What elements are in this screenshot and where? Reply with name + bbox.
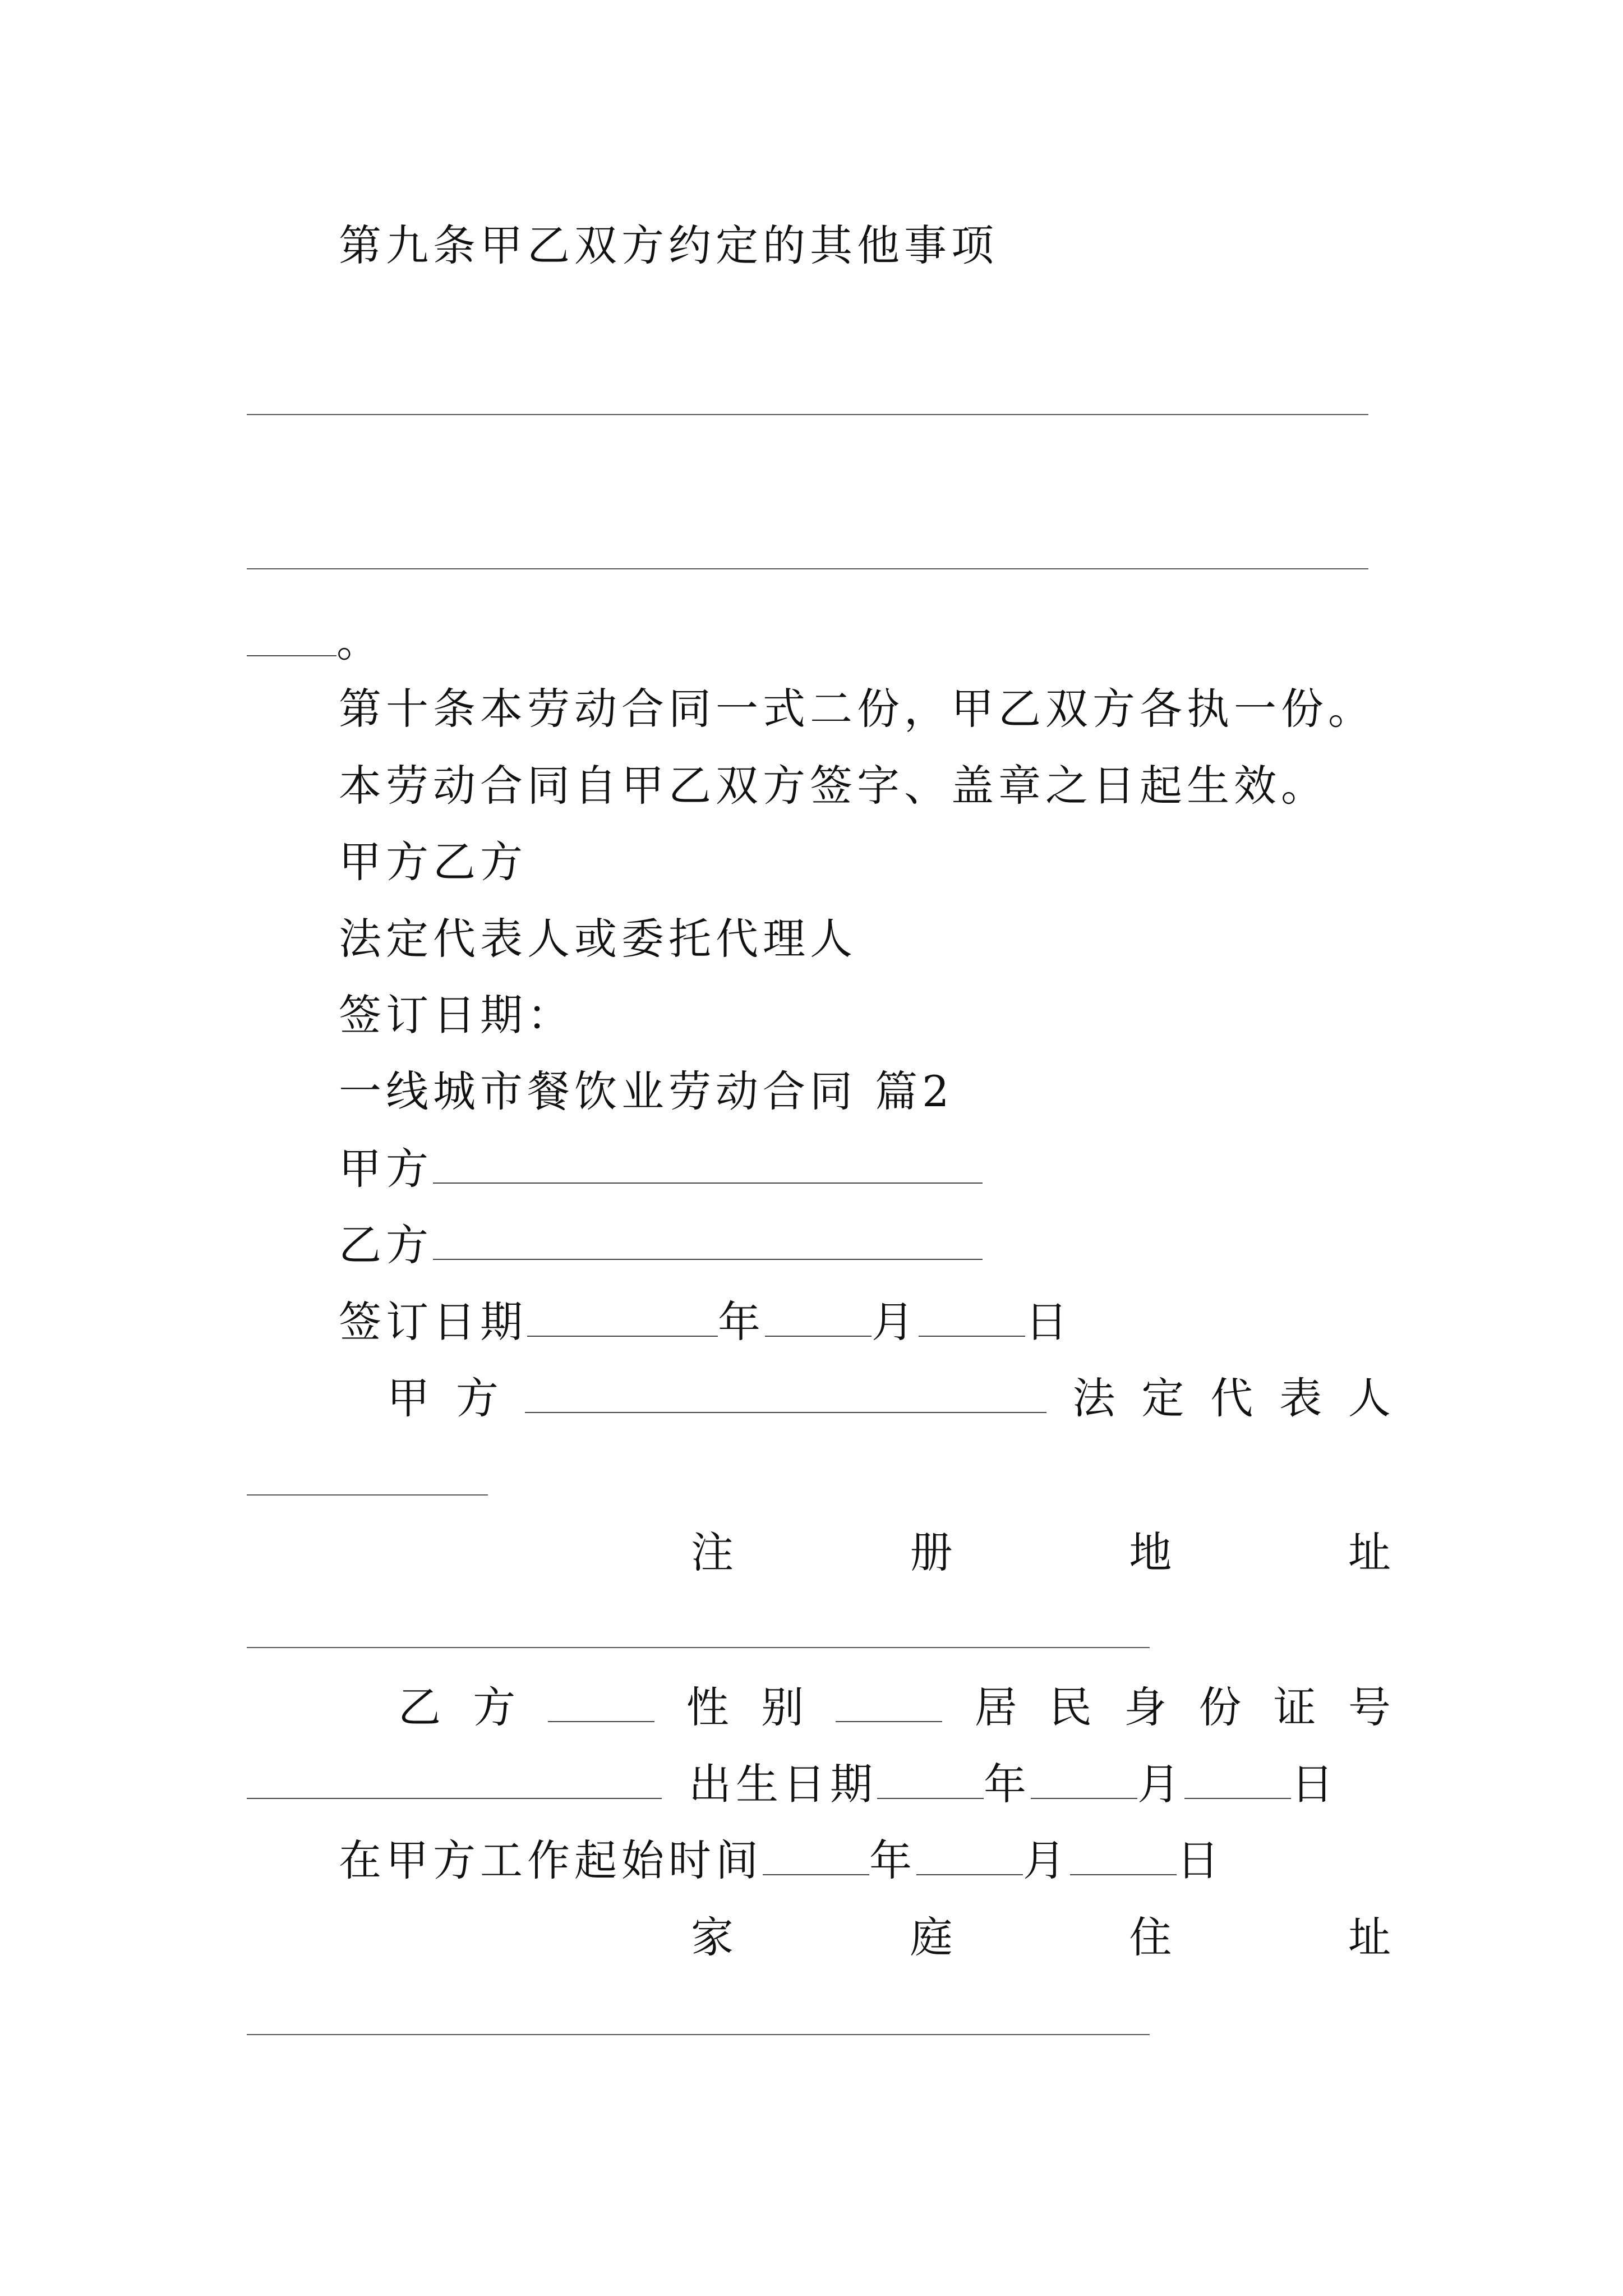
birth-year-field[interactable] [877, 1761, 984, 1799]
blank-line-end [247, 615, 384, 669]
rep-char-4: 表 [1279, 1373, 1322, 1423]
rep-name-field[interactable] [247, 1494, 488, 1496]
id-number-field[interactable] [247, 1761, 662, 1799]
work-start-month-label: 月 [1023, 1835, 1070, 1885]
registered-address-field[interactable] [247, 1647, 1150, 1648]
party-b-char-2: 方 [473, 1682, 516, 1732]
gender-char-1: 性 [686, 1682, 729, 1732]
day-label: 日 [1025, 1297, 1072, 1347]
birth-day-field[interactable] [1184, 1761, 1291, 1799]
article-9-heading: 第九条甲乙双方约定的其他事项 [339, 220, 998, 270]
year-label: 年 [718, 1297, 765, 1347]
party-a-char-2: 方 [455, 1373, 499, 1423]
representative-label: 法定代表人或委托代理人 [339, 914, 857, 964]
birth-year-label: 年 [984, 1759, 1031, 1809]
article-10-text: 第十条本劳动合同一式二份，甲乙双方各执一份。 [339, 684, 1375, 734]
month-label: 月 [872, 1297, 919, 1347]
registered-address-row [691, 1526, 1391, 1580]
party-a-rep-row [387, 1372, 1391, 1425]
address-char-3: 地 [1129, 1527, 1172, 1577]
work-start-year-field[interactable] [763, 1837, 869, 1875]
home-char-4: 址 [1348, 1912, 1391, 1962]
party-b-char-1: 乙 [398, 1682, 441, 1732]
work-start-day-field[interactable] [1070, 1837, 1177, 1875]
id-char-3: 身 [1124, 1682, 1167, 1732]
party-a-name-field[interactable] [525, 1375, 1046, 1413]
birth-day-label: 日 [1291, 1759, 1338, 1809]
sign-date-row [339, 1295, 1072, 1349]
birth-date-row [247, 1757, 1338, 1811]
party-a-char-1: 甲 [387, 1373, 430, 1423]
party-b-name-field[interactable] [548, 1684, 654, 1722]
address-char-2: 册 [910, 1527, 953, 1577]
id-char-5: 证 [1273, 1682, 1316, 1732]
rep-char-1: 法 [1072, 1373, 1115, 1423]
work-start-day-label: 日 [1177, 1835, 1224, 1885]
sign-date-label: 签订日期： [339, 990, 574, 1040]
parties-label: 甲方乙方 [339, 837, 527, 887]
party-b-label: 乙方 [339, 1220, 433, 1270]
id-char-6: 号 [1348, 1682, 1391, 1732]
birth-month-field[interactable] [1031, 1761, 1137, 1799]
sign-day-field[interactable] [919, 1299, 1025, 1337]
work-start-month-field[interactable] [916, 1837, 1023, 1875]
party-a-row [339, 1142, 983, 1196]
blank-line-2[interactable] [247, 568, 1368, 569]
home-char-3: 住 [1129, 1912, 1172, 1962]
party-a-label: 甲方 [339, 1144, 433, 1194]
sign-month-field[interactable] [765, 1299, 872, 1337]
gender-char-2: 别 [761, 1682, 804, 1732]
sign-year-field[interactable] [527, 1299, 718, 1337]
birth-month-label: 月 [1137, 1759, 1184, 1809]
home-address-row [691, 1911, 1391, 1964]
end-mark: 。 [336, 616, 384, 666]
rep-char-2: 定 [1141, 1373, 1184, 1423]
work-start-year-label: 年 [869, 1835, 916, 1885]
party-b-field[interactable] [433, 1222, 983, 1260]
blank-short[interactable] [247, 618, 336, 656]
work-start-label: 在甲方工作起始时间 [339, 1835, 763, 1885]
address-char-1: 注 [691, 1527, 734, 1577]
effective-clause: 本劳动合同自甲乙双方签字、盖章之日起生效。 [339, 761, 1328, 811]
id-char-2: 民 [1049, 1682, 1092, 1732]
id-char-1: 居 [974, 1682, 1017, 1732]
home-char-2: 庭 [910, 1912, 953, 1962]
blank-line-1[interactable] [247, 414, 1368, 415]
work-start-row [339, 1834, 1224, 1888]
birth-date-label: 出生日期 [689, 1759, 877, 1809]
party-b-info-row [398, 1681, 1391, 1734]
rep-char-3: 代 [1210, 1373, 1253, 1423]
rep-char-5: 人 [1348, 1373, 1391, 1423]
sign-date-text: 签订日期 [339, 1297, 527, 1347]
party-a-field[interactable] [433, 1145, 983, 1184]
contract-2-title: 一线城市餐饮业劳动合同 篇2 [339, 1066, 954, 1116]
gender-field[interactable] [836, 1684, 942, 1722]
address-char-4: 址 [1348, 1527, 1391, 1577]
home-address-field[interactable] [247, 2034, 1150, 2035]
party-b-row [339, 1218, 983, 1272]
id-char-4: 份 [1198, 1682, 1242, 1732]
home-char-1: 家 [691, 1912, 734, 1962]
